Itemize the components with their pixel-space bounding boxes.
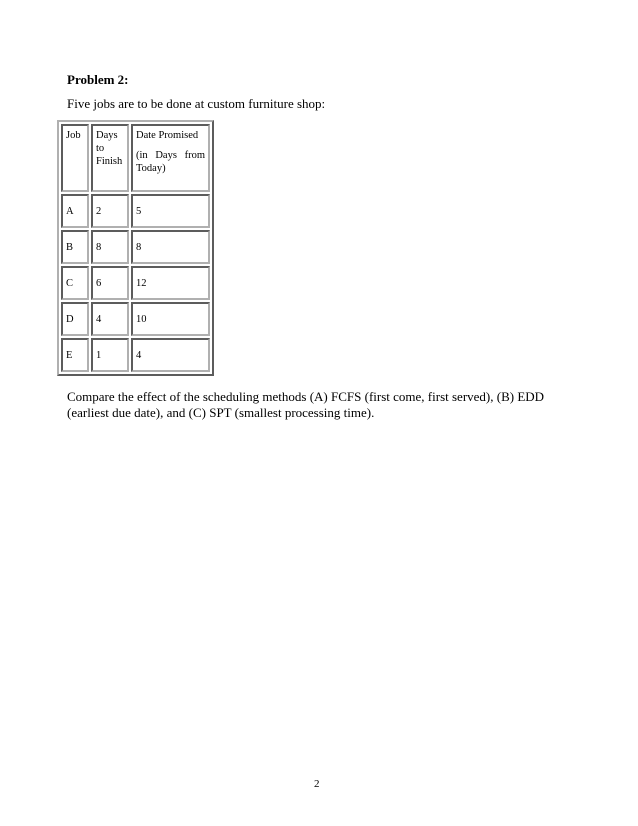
cell-days: 4 bbox=[91, 302, 129, 336]
cell-days: 8 bbox=[91, 230, 129, 264]
header-days-line-3: Finish bbox=[96, 156, 123, 167]
header-date-promised bbox=[131, 124, 210, 192]
header-date-sub-line-1: (in Days from bbox=[136, 150, 205, 161]
problem-title: Problem 2: bbox=[67, 72, 129, 87]
jobs-table-wrapper bbox=[57, 120, 214, 376]
cell-days: 1 bbox=[91, 338, 129, 372]
cell-job: D bbox=[61, 302, 89, 336]
header-job: Job bbox=[61, 124, 89, 192]
cell-date: 12 bbox=[131, 266, 210, 300]
cell-job: B bbox=[61, 230, 89, 264]
problem-intro: Five jobs are to be done at custom furniture shop: bbox=[67, 96, 326, 111]
compare-paragraph: Compare the effect of the scheduling methods (A) FCFS (first come, first served), (B) EDD (earliest due date), and (C) SPT (smallest processing time). bbox=[67, 389, 545, 420]
cell-date: 5 bbox=[131, 194, 210, 228]
page-number: 2 bbox=[314, 778, 320, 790]
cell-date: 10 bbox=[131, 302, 210, 336]
table-row bbox=[61, 194, 210, 228]
header-date-sub-line-2: Today) bbox=[136, 163, 166, 174]
cell-date: 8 bbox=[131, 230, 210, 264]
table-header-row bbox=[61, 124, 210, 192]
header-days-line-1: Days bbox=[96, 130, 118, 141]
header-date-sub bbox=[136, 149, 205, 175]
table-row bbox=[61, 338, 210, 372]
table-row bbox=[61, 266, 210, 300]
jobs-table bbox=[57, 120, 214, 376]
cell-job: C bbox=[61, 266, 89, 300]
cell-days: 6 bbox=[91, 266, 129, 300]
header-days-line-2: to bbox=[96, 143, 105, 154]
header-date-main: Date Promised bbox=[136, 130, 199, 141]
table-row bbox=[61, 302, 210, 336]
cell-days: 2 bbox=[91, 194, 129, 228]
table-row bbox=[61, 230, 210, 264]
cell-job: A bbox=[61, 194, 89, 228]
header-days-to-finish bbox=[91, 124, 129, 192]
cell-date: 4 bbox=[131, 338, 210, 372]
cell-job: E bbox=[61, 338, 89, 372]
